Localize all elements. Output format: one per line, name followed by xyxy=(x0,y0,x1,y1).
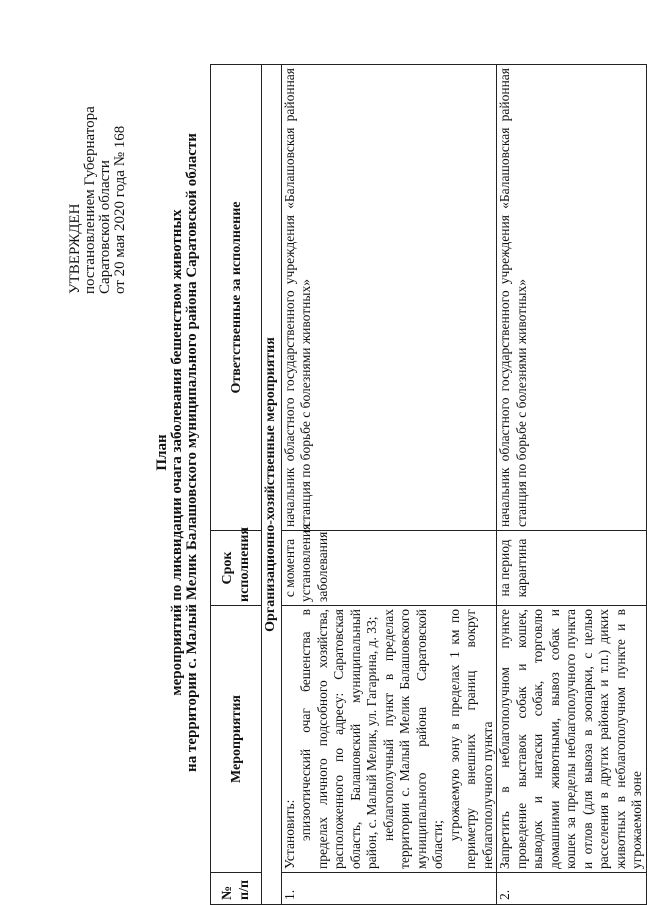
document-title xyxy=(155,0,200,905)
measure-paragraph: эпизоотический очаг бешенства в пределах личного подсобного хозяйства, расположенного по адресу: Саратовская область, Балашовский муниципальный район, с. Малый Мелик, ул. Гагарина, д. 33; xyxy=(298,609,379,869)
approval-stamp xyxy=(68,106,128,294)
row-responsible: начальник областного государственного учреждения «Балашовская районная станция по борьбе с болезнями животных» xyxy=(281,65,497,531)
header-number-line-2: п/п xyxy=(237,879,252,900)
row-number: 1. xyxy=(281,873,497,905)
header-responsible: Ответственные за исполнение xyxy=(211,65,262,531)
header-deadline xyxy=(211,526,262,606)
row-number: 2. xyxy=(497,873,647,905)
approval-line-2: постановлением Губернатора xyxy=(82,106,98,294)
title-line-3: на территории с. Малый Мелик Балашовского муниципального района Саратовской области xyxy=(184,133,200,772)
measure-paragraph: неблагополучный пункт в пределах территории с. Малый Мелик Балашовского муниципального района Саратовской области; xyxy=(380,609,445,869)
row-responsible: начальник областного государственного учреждения «Балашовская районная станция по борьбе с болезнями животных» xyxy=(497,65,647,531)
measures-table xyxy=(210,64,647,905)
table-header-row xyxy=(211,65,262,905)
approval-line-4: от 20 мая 2020 года № 168 xyxy=(112,125,128,294)
approval-line-1: УТВЕРЖДЕН xyxy=(67,203,83,294)
table-row xyxy=(497,65,647,905)
header-measures: Мероприятия xyxy=(211,606,262,873)
section-row xyxy=(262,65,282,905)
section-title: Организационно-хозяйственные мероприятия xyxy=(262,65,282,905)
header-number-line-1: № xyxy=(220,885,235,900)
header-deadline-line-2: исполнения xyxy=(237,526,252,602)
title-line-1: План xyxy=(154,434,170,471)
row-deadline: с момента установления заболевания xyxy=(281,531,497,606)
approval-line-3: Саратовской области xyxy=(97,160,113,294)
row-deadline: на период карантина xyxy=(497,531,647,606)
table-row xyxy=(281,65,497,905)
measure-intro: Установить: xyxy=(281,799,297,869)
header-number xyxy=(211,873,262,905)
title-line-2: мероприятий по ликвидации очага заболевания бешенством животных xyxy=(169,209,185,696)
row-measure xyxy=(281,606,497,873)
row-measure: Запретить в неблагополучном пункте проведение выставок собак и кошек, выводок и натаски собак, торговлю домашними животными, вывоз собак и кошек за пределы неблагополучного пункта и отлов (для вывоза в зоопарки, с целью расселения в других районах и т.п.) диких животных в неблагополучном пункте и в угрожаемой зоне xyxy=(497,606,647,873)
measure-paragraph: угрожаемую зону в пределах 1 км по периметру внешних границ вокруг неблагополучного пункта xyxy=(446,609,495,869)
header-deadline-line-1: Срок xyxy=(220,551,235,585)
